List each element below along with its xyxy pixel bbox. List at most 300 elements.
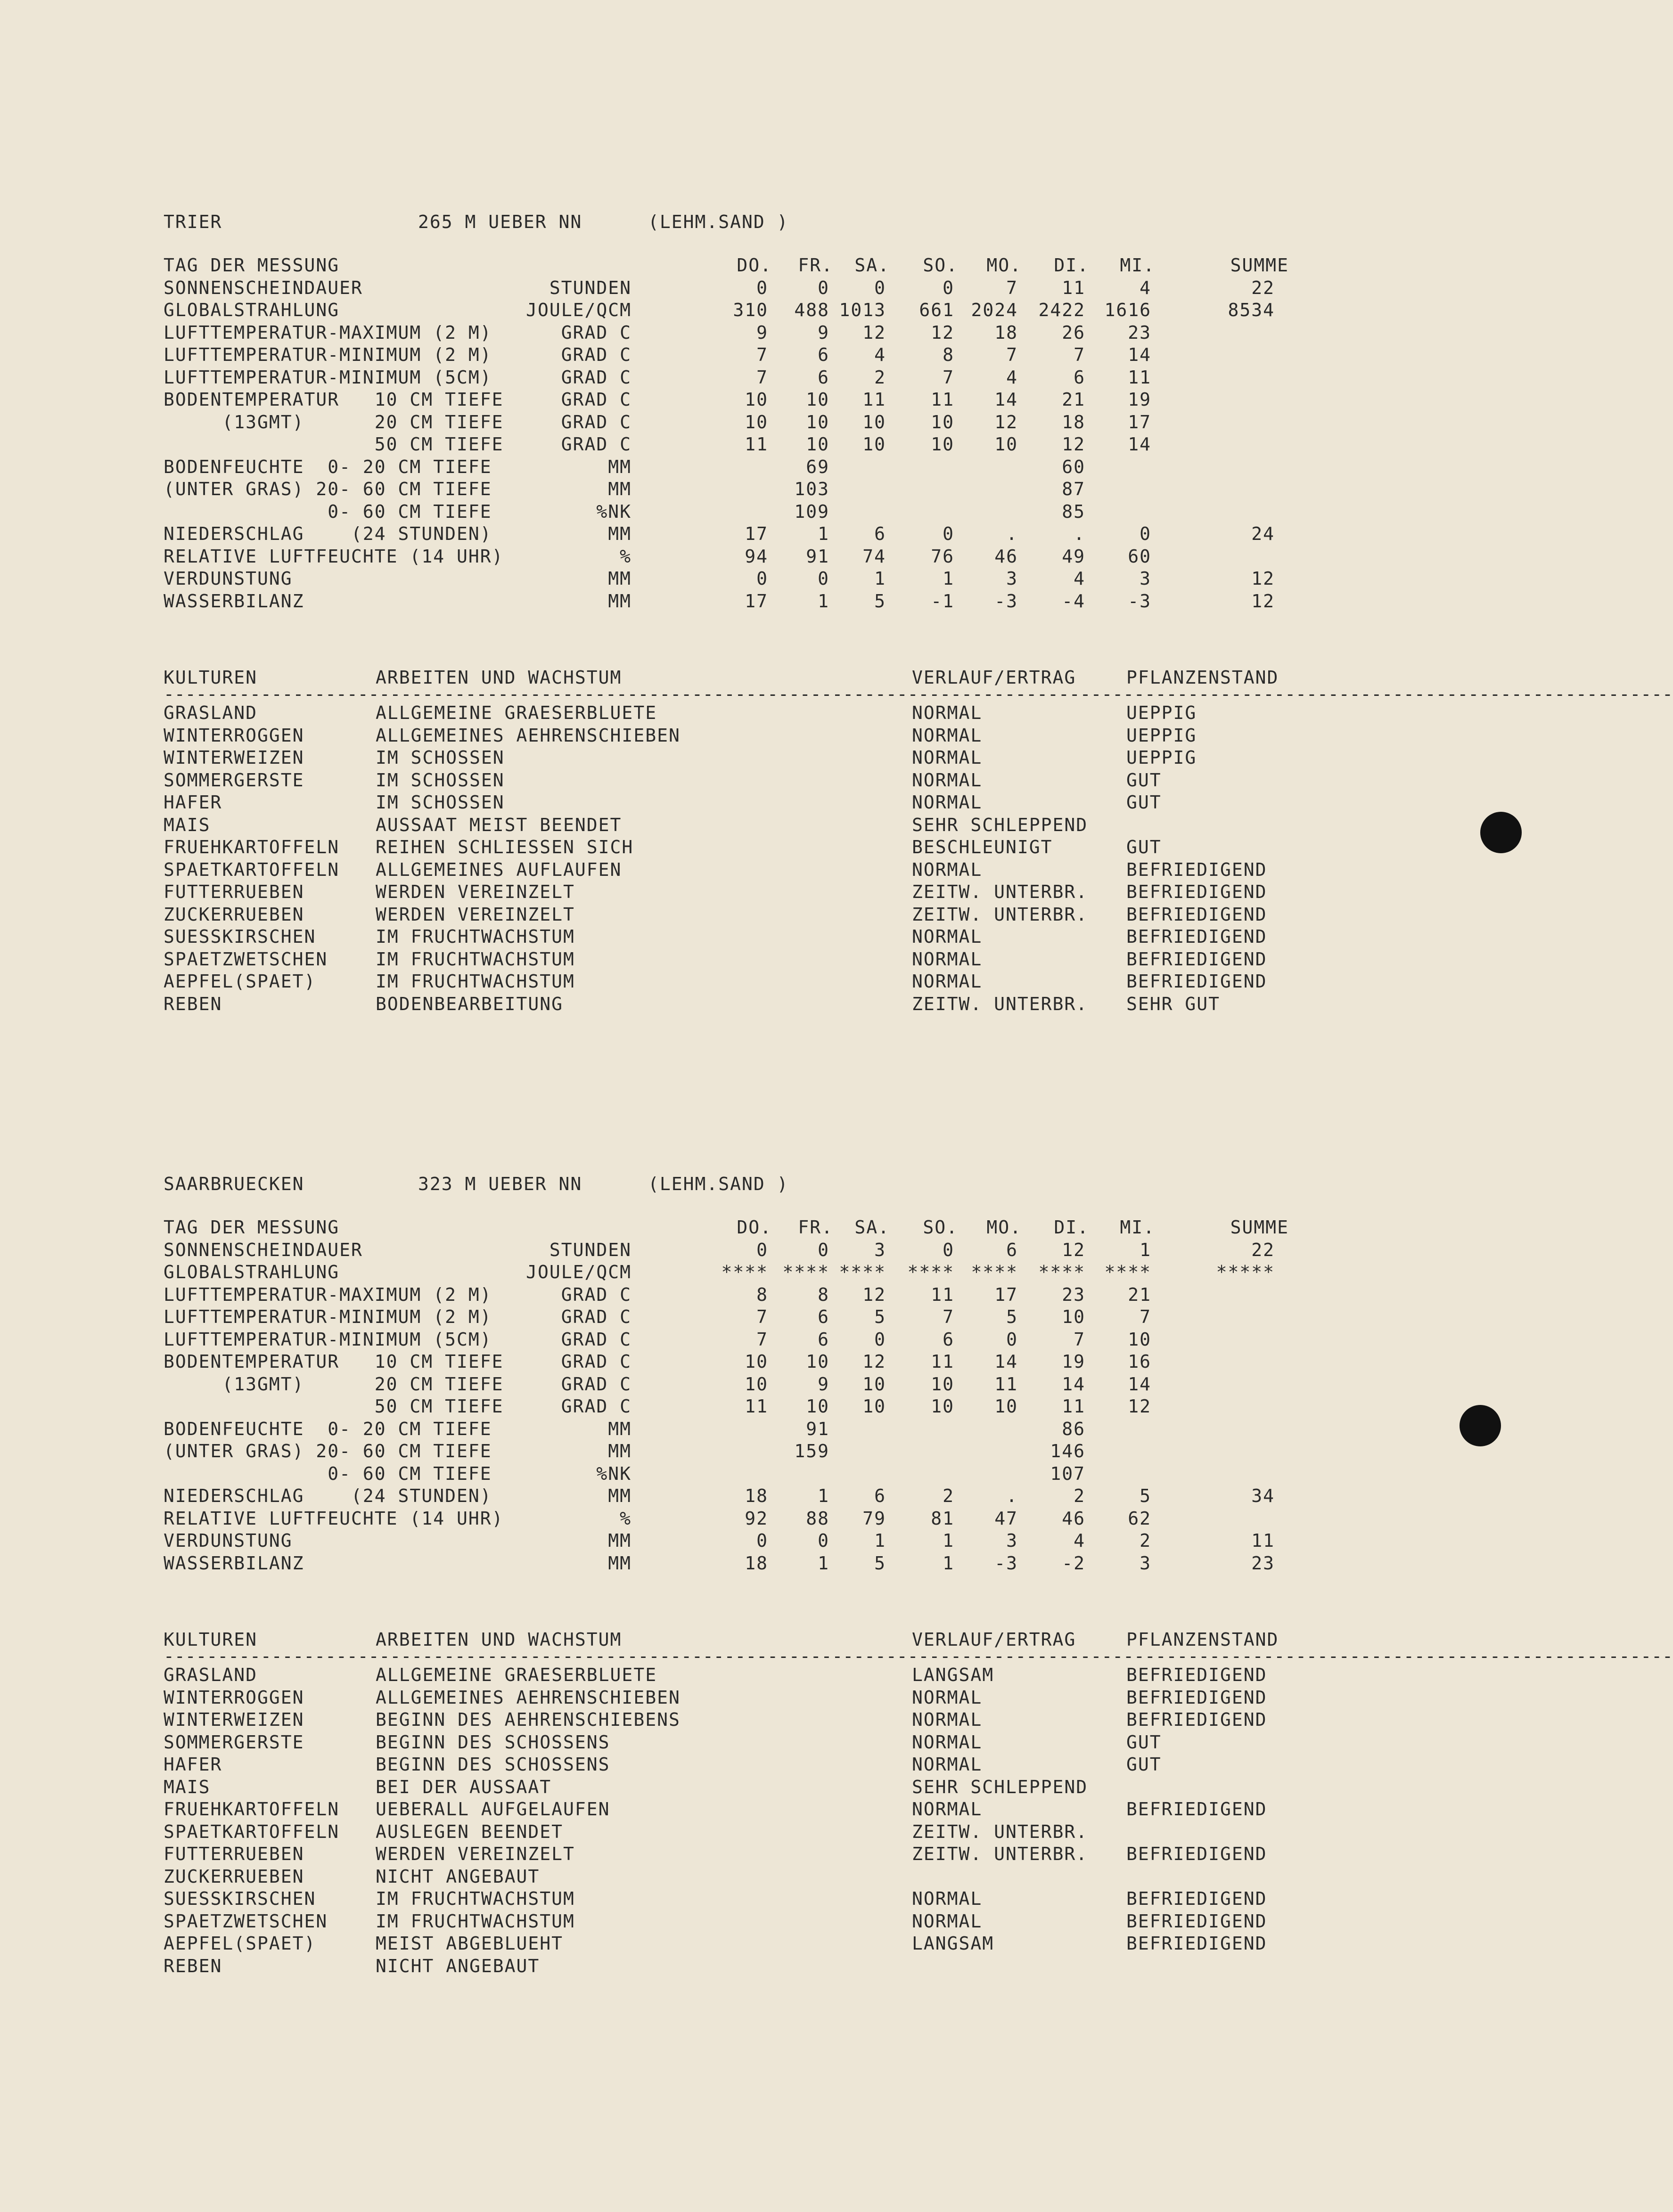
measure-value: 7 — [1006, 277, 1018, 298]
crop-state: BEFRIEDIGEND — [1126, 1709, 1267, 1730]
measure-value: -3 — [994, 1552, 1018, 1574]
measure-unit: MM — [608, 590, 631, 612]
measure-value: 4 — [1074, 568, 1085, 589]
measure-value: 0 — [756, 568, 768, 589]
crop-name: FUTTERRUEBEN — [164, 882, 304, 902]
measure-value: . — [1074, 523, 1085, 544]
measure-label: LUFTTEMPERATUR-MAXIMUM (2 M) — [164, 322, 492, 343]
measure-value: 1 — [943, 1552, 954, 1574]
measure-value: 6 — [874, 523, 886, 544]
crop-name: WINTERWEIZEN — [164, 747, 304, 768]
measure-value: 1 — [818, 523, 829, 544]
measure-value: 12 — [862, 1284, 886, 1305]
measure-label: LUFTTEMPERATUR-MINIMUM (2 M) — [164, 344, 492, 365]
measure-sum: 24 — [1251, 523, 1275, 544]
measure-value: 9 — [756, 322, 768, 343]
measure-label: 0- 60 CM TIEFE — [164, 501, 492, 522]
measure-value: 2 — [943, 1486, 954, 1506]
crop-course: NORMAL — [912, 948, 983, 970]
measure-value: -3 — [1128, 590, 1151, 612]
measure-value: 10 — [806, 1396, 829, 1417]
measure-value: 86 — [1062, 1418, 1085, 1439]
crop-name: AEPFEL(SPAET) — [164, 971, 316, 992]
measure-value: 12 — [1062, 1239, 1085, 1260]
measure-value: 23 — [1062, 1284, 1085, 1305]
measure-label: WASSERBILANZ — [164, 1552, 304, 1574]
crop-state: GUT — [1126, 792, 1162, 813]
measure-value: 47 — [994, 1508, 1018, 1529]
crop-state: GUT — [1126, 1731, 1162, 1753]
dashed-rule: -------------------------------------------------------------------------------------------------------------------------------------------- — [164, 1646, 1673, 1666]
crop-course: BESCHLEUNIGT — [912, 837, 1053, 857]
measure-value: 10 — [745, 389, 768, 410]
crop-course: NORMAL — [912, 859, 983, 880]
measure-value: 88 — [806, 1508, 829, 1529]
station-soil: (LEHM.SAND ) — [648, 212, 789, 232]
station-name: TRIER — [164, 212, 222, 232]
crop-state: GUT — [1126, 1754, 1162, 1775]
measure-value: 0 — [818, 277, 829, 298]
crop-name: HAFER — [164, 792, 222, 813]
measure-value: 0 — [756, 1530, 768, 1551]
measure-value: 8 — [756, 1284, 768, 1305]
measure-value: 60 — [1062, 456, 1085, 477]
measure-value: 91 — [806, 1418, 829, 1439]
measure-value: 0 — [818, 1239, 829, 1260]
crop-course: NORMAL — [912, 1731, 983, 1753]
crop-state: BEFRIEDIGEND — [1126, 1888, 1267, 1909]
measure-value: 19 — [1128, 389, 1151, 410]
measure-value: 1 — [874, 1530, 886, 1551]
measure-value: 21 — [1128, 1284, 1151, 1305]
measure-unit: GRAD C — [561, 1284, 631, 1305]
measure-unit: GRAD C — [561, 411, 631, 433]
measure-value: 10 — [931, 411, 954, 433]
measure-value: 6 — [874, 1486, 886, 1506]
measure-value: 11 — [862, 389, 886, 410]
measure-value: . — [1006, 1486, 1018, 1506]
crop-name: SUESSKIRSCHEN — [164, 926, 316, 947]
crop-name: HAFER — [164, 1754, 222, 1775]
measure-value: 7 — [1074, 344, 1085, 365]
crop-course: NORMAL — [912, 769, 983, 791]
measure-unit: % — [620, 1508, 631, 1529]
measure-label: NIEDERSCHLAG (24 STUNDEN) — [164, 523, 492, 544]
crop-course: ZEITW. UNTERBR. — [912, 904, 1088, 925]
crop-work: WERDEN VEREINZELT — [376, 882, 575, 902]
measure-value: 5 — [874, 1552, 886, 1574]
crop-course: NORMAL — [912, 1888, 983, 1909]
crop-name: FUTTERRUEBEN — [164, 1844, 304, 1864]
measure-value: **** — [1038, 1262, 1085, 1282]
measure-value: 10 — [806, 389, 829, 410]
crop-course: ZEITW. UNTERBR. — [912, 882, 1088, 902]
day-header: MO. — [986, 255, 1022, 276]
measure-value: 4 — [874, 344, 886, 365]
measure-value: 69 — [806, 456, 829, 477]
crop-course: ZEITW. UNTERBR. — [912, 993, 1088, 1014]
measure-value: 6 — [943, 1329, 954, 1350]
measure-value: 7 — [756, 1306, 768, 1327]
measure-sum: 11 — [1251, 1530, 1275, 1551]
measure-value: 1 — [943, 1530, 954, 1551]
measure-unit: GRAD C — [561, 1306, 631, 1327]
measure-value: 0 — [818, 568, 829, 589]
measure-label: (UNTER GRAS) 20- 60 CM TIEFE — [164, 1441, 492, 1461]
measure-value: 17 — [745, 590, 768, 612]
measure-value: 10 — [931, 1396, 954, 1417]
crop-work: WERDEN VEREINZELT — [376, 1844, 575, 1864]
station-altitude: 265 M UEBER NN — [418, 212, 582, 232]
measure-label: (UNTER GRAS) 20- 60 CM TIEFE — [164, 479, 492, 499]
crop-state: GUT — [1126, 837, 1162, 857]
crop-state: BEFRIEDIGEND — [1126, 904, 1267, 925]
station-name: SAARBRUECKEN — [164, 1174, 304, 1194]
measure-value: 9 — [818, 1373, 829, 1395]
measure-label: 0- 60 CM TIEFE — [164, 1463, 492, 1484]
day-header: DI. — [1054, 255, 1089, 276]
crop-course: LANGSAM — [912, 1665, 994, 1685]
crop-name: MAIS — [164, 814, 211, 835]
crop-course: NORMAL — [912, 971, 983, 992]
measure-value: 12 — [931, 322, 954, 343]
measure-unit: MM — [608, 479, 631, 499]
measure-value: -2 — [1062, 1552, 1085, 1574]
crop-work: NICHT ANGEBAUT — [376, 1955, 540, 1976]
crops-header-arbeiten: ARBEITEN UND WACHSTUM — [376, 1629, 622, 1650]
measure-value: 10 — [862, 1396, 886, 1417]
crop-name: SOMMERGERSTE — [164, 1731, 304, 1753]
crop-work: BEGINN DES SCHOSSENS — [376, 1731, 610, 1753]
measure-value: 81 — [931, 1508, 954, 1529]
measure-value: 12 — [862, 322, 886, 343]
measure-value: 1 — [943, 568, 954, 589]
day-header: MO. — [986, 1217, 1022, 1238]
station-soil: (LEHM.SAND ) — [648, 1174, 789, 1194]
measure-value: 0 — [874, 1329, 886, 1350]
crop-state: BEFRIEDIGEND — [1126, 859, 1267, 880]
crop-state: BEFRIEDIGEND — [1126, 1910, 1267, 1932]
crop-name: WINTERWEIZEN — [164, 1709, 304, 1730]
measure-value: 62 — [1128, 1508, 1151, 1529]
crop-course: NORMAL — [912, 725, 983, 746]
crop-state: UEPPIG — [1126, 725, 1197, 746]
measure-unit: MM — [608, 1530, 631, 1551]
crops-header-stand: PFLANZENSTAND — [1126, 1629, 1279, 1650]
measure-value: 49 — [1062, 546, 1085, 567]
crop-work: IM FRUCHTWACHSTUM — [376, 1910, 575, 1932]
measure-value: 10 — [745, 411, 768, 433]
measure-value: -3 — [994, 590, 1018, 612]
measure-label: 50 CM TIEFE — [164, 1396, 504, 1417]
crop-name: SPAETZWETSCHEN — [164, 1910, 328, 1932]
measure-value: 74 — [862, 546, 886, 567]
measure-sum: 22 — [1251, 277, 1275, 298]
measure-unit: MM — [608, 568, 631, 589]
sum-header: SUMME — [1230, 255, 1289, 276]
measure-value: 14 — [994, 389, 1018, 410]
measure-value: 10 — [1128, 1329, 1151, 1350]
measure-label: (13GMT) 20 CM TIEFE — [164, 1373, 504, 1395]
measure-value: 14 — [1128, 1373, 1151, 1395]
measure-label: VERDUNSTUNG — [164, 568, 293, 589]
measure-value: 3 — [1006, 568, 1018, 589]
measure-value: 146 — [1050, 1441, 1085, 1461]
measure-value: 17 — [1128, 411, 1151, 433]
day-header: DO. — [737, 1217, 772, 1238]
measure-value: 1 — [818, 1486, 829, 1506]
measure-value: 1 — [874, 568, 886, 589]
measure-unit: MM — [608, 1552, 631, 1574]
measure-value: 10 — [862, 1373, 886, 1395]
crop-course: NORMAL — [912, 1687, 983, 1708]
measure-value: 3 — [1006, 1530, 1018, 1551]
measure-value: 10 — [931, 434, 954, 455]
crop-name: AEPFEL(SPAET) — [164, 1933, 316, 1954]
measure-unit: GRAD C — [561, 434, 631, 455]
day-header: FR. — [798, 255, 833, 276]
crop-state: BEFRIEDIGEND — [1126, 1687, 1267, 1708]
measure-sum: 12 — [1251, 590, 1275, 612]
crop-work: BEGINN DES SCHOSSENS — [376, 1754, 610, 1775]
crop-state: BEFRIEDIGEND — [1126, 1933, 1267, 1954]
measure-value: 2 — [1074, 1486, 1085, 1506]
measure-value: 14 — [994, 1351, 1018, 1372]
measure-value: 4 — [1074, 1530, 1085, 1551]
crop-name: REBEN — [164, 1955, 222, 1976]
measure-value: -1 — [931, 590, 954, 612]
measure-value: 16 — [1128, 1351, 1151, 1372]
measure-label: (13GMT) 20 CM TIEFE — [164, 411, 504, 433]
measure-value: 1616 — [1104, 300, 1151, 320]
measure-value: 87 — [1062, 479, 1085, 499]
measure-value: 2024 — [971, 300, 1018, 320]
measure-sum: 23 — [1251, 1552, 1275, 1574]
day-header: SO. — [923, 1217, 958, 1238]
crop-work: ALLGEMEINES AEHRENSCHIEBEN — [376, 1687, 681, 1708]
measure-unit: GRAD C — [561, 344, 631, 365]
measure-value: 46 — [994, 546, 1018, 567]
measure-value: 18 — [1062, 411, 1085, 433]
measure-value: **** — [907, 1262, 954, 1282]
measure-value: **** — [721, 1262, 768, 1282]
crop-work: AUSSAAT MEIST BEENDET — [376, 814, 622, 835]
measure-value: 11 — [931, 389, 954, 410]
measure-value: **** — [782, 1262, 829, 1282]
crop-course: NORMAL — [912, 1910, 983, 1932]
crop-state: GUT — [1126, 769, 1162, 791]
crops-header-kulturen: KULTUREN — [164, 1629, 258, 1650]
measure-value: 7 — [1140, 1306, 1151, 1327]
measure-value: 6 — [1074, 367, 1085, 388]
measure-label: WASSERBILANZ — [164, 590, 304, 612]
crop-work: ALLGEMEINE GRAESERBLUETE — [376, 702, 657, 723]
measure-sum: 8534 — [1228, 300, 1275, 320]
day-header: FR. — [798, 1217, 833, 1238]
measure-label: BODENTEMPERATUR 10 CM TIEFE — [164, 1351, 504, 1372]
crop-work: NICHT ANGEBAUT — [376, 1866, 540, 1887]
measure-value: 10 — [806, 411, 829, 433]
measure-value: 26 — [1062, 322, 1085, 343]
day-header: DI. — [1054, 1217, 1089, 1238]
crop-work: AUSLEGEN BEENDET — [376, 1821, 564, 1842]
measure-label: VERDUNSTUNG — [164, 1530, 293, 1551]
measure-label: NIEDERSCHLAG (24 STUNDEN) — [164, 1486, 492, 1506]
measure-value: 6 — [818, 1329, 829, 1350]
measure-value: 3 — [1140, 1552, 1151, 1574]
crops-header-stand: PFLANZENSTAND — [1126, 667, 1279, 688]
measure-value: 107 — [1050, 1463, 1085, 1484]
measure-unit: STUNDEN — [549, 1239, 631, 1260]
measure-value: 0 — [943, 277, 954, 298]
measure-label: SONNENSCHEINDAUER — [164, 1239, 363, 1260]
crop-work: BODENBEARBEITUNG — [376, 993, 564, 1014]
measure-value: 12 — [862, 1351, 886, 1372]
measure-value: 5 — [874, 590, 886, 612]
measure-value: 661 — [919, 300, 954, 320]
measure-value: 11 — [745, 1396, 768, 1417]
measure-label: SONNENSCHEINDAUER — [164, 277, 363, 298]
measure-value: 488 — [794, 300, 829, 320]
crop-state: BEFRIEDIGEND — [1126, 948, 1267, 970]
measure-value: 76 — [931, 546, 954, 567]
measure-value: 6 — [818, 367, 829, 388]
measure-value: 17 — [745, 523, 768, 544]
dashed-rule: -------------------------------------------------------------------------------------------------------------------------------------------- — [164, 684, 1673, 704]
measure-unit: GRAD C — [561, 1373, 631, 1395]
measure-unit: MM — [608, 1486, 631, 1506]
table-header-label: TAG DER MESSUNG — [164, 1217, 340, 1238]
crop-work: IM FRUCHTWACHSTUM — [376, 971, 575, 992]
measure-value: 10 — [745, 1351, 768, 1372]
measure-unit: GRAD C — [561, 1351, 631, 1372]
measure-value: 1013 — [839, 300, 886, 320]
measure-unit: GRAD C — [561, 389, 631, 410]
measure-value: 18 — [745, 1486, 768, 1506]
measure-value: 7 — [756, 367, 768, 388]
measure-value: 12 — [1128, 1396, 1151, 1417]
measure-value: 85 — [1062, 501, 1085, 522]
crop-course: NORMAL — [912, 1754, 983, 1775]
measure-value: 7 — [1006, 344, 1018, 365]
crop-state: BEFRIEDIGEND — [1126, 1844, 1267, 1864]
measure-value: 4 — [1140, 277, 1151, 298]
measure-value: 8 — [818, 1284, 829, 1305]
measure-unit: MM — [608, 456, 631, 477]
measure-value: 10 — [862, 411, 886, 433]
crop-name: SOMMERGERSTE — [164, 769, 304, 791]
measure-value: 7 — [756, 344, 768, 365]
measure-sum: 34 — [1251, 1486, 1275, 1506]
measure-unit: GRAD C — [561, 1396, 631, 1417]
crop-work: IM FRUCHTWACHSTUM — [376, 926, 575, 947]
measure-value: 10 — [1062, 1306, 1085, 1327]
measure-value: 0 — [943, 523, 954, 544]
measure-sum: 12 — [1251, 568, 1275, 589]
crop-course: NORMAL — [912, 1799, 983, 1820]
measure-value: 14 — [1062, 1373, 1085, 1395]
measure-value: 10 — [994, 1396, 1018, 1417]
measure-value: 0 — [818, 1530, 829, 1551]
crop-name: WINTERROGGEN — [164, 1687, 304, 1708]
measure-value: 103 — [794, 479, 829, 499]
crop-work: MEIST ABGEBLUEHT — [376, 1933, 564, 1954]
crops-header-kulturen: KULTUREN — [164, 667, 258, 688]
measure-value: 1 — [818, 1552, 829, 1574]
measure-value: 23 — [1128, 322, 1151, 343]
punch-hole-upper — [1480, 812, 1522, 853]
crop-course: NORMAL — [912, 792, 983, 813]
measure-value: 5 — [1140, 1486, 1151, 1506]
measure-value: 18 — [745, 1552, 768, 1574]
measure-value: 0 — [943, 1239, 954, 1260]
crop-course: ZEITW. UNTERBR. — [912, 1821, 1088, 1842]
measure-value: **** — [839, 1262, 886, 1282]
crop-name: ZUCKERRUEBEN — [164, 1866, 304, 1887]
measure-label: GLOBALSTRAHLUNG — [164, 300, 340, 320]
measure-label: BODENFEUCHTE 0- 20 CM TIEFE — [164, 1418, 492, 1439]
measure-label: 50 CM TIEFE — [164, 434, 504, 455]
measure-value: 6 — [818, 344, 829, 365]
measure-value: 7 — [756, 1329, 768, 1350]
measure-unit: GRAD C — [561, 322, 631, 343]
crop-course: LANGSAM — [912, 1933, 994, 1954]
measure-unit: %NK — [596, 501, 631, 522]
crop-name: FRUEHKARTOFFELN — [164, 837, 340, 857]
crop-name: WINTERROGGEN — [164, 725, 304, 746]
crop-state: UEPPIG — [1126, 702, 1197, 723]
crop-name: ZUCKERRUEBEN — [164, 904, 304, 925]
measure-value: 94 — [745, 546, 768, 567]
measure-value: **** — [971, 1262, 1018, 1282]
measure-unit: MM — [608, 523, 631, 544]
measure-value: 92 — [745, 1508, 768, 1529]
day-header: MI. — [1120, 1217, 1155, 1238]
measure-label: LUFTTEMPERATUR-MINIMUM (5CM) — [164, 367, 492, 388]
day-header: SA. — [854, 1217, 890, 1238]
measure-label: LUFTTEMPERATUR-MINIMUM (5CM) — [164, 1329, 492, 1350]
measure-value: 4 — [1006, 367, 1018, 388]
measure-value: 7 — [943, 367, 954, 388]
measure-unit: JOULE/QCM — [526, 300, 631, 320]
crop-work: ALLGEMEINES AEHRENSCHIEBEN — [376, 725, 681, 746]
measure-value: 2422 — [1038, 300, 1085, 320]
crop-course: NORMAL — [912, 747, 983, 768]
measure-label: BODENFEUCHTE 0- 20 CM TIEFE — [164, 456, 492, 477]
day-header: DO. — [737, 255, 772, 276]
measure-value: 0 — [1140, 523, 1151, 544]
crop-name: GRASLAND — [164, 1665, 258, 1685]
crop-name: SUESSKIRSCHEN — [164, 1888, 316, 1909]
measure-value: 60 — [1128, 546, 1151, 567]
crop-state: BEFRIEDIGEND — [1126, 971, 1267, 992]
day-header: SA. — [854, 255, 890, 276]
measure-value: 2 — [1140, 1530, 1151, 1551]
crop-state: BEFRIEDIGEND — [1126, 926, 1267, 947]
crop-state: SEHR GUT — [1126, 993, 1221, 1014]
measure-unit: MM — [608, 1441, 631, 1461]
measure-value: 3 — [874, 1239, 886, 1260]
crop-name: GRASLAND — [164, 702, 258, 723]
crop-name: FRUEHKARTOFFELN — [164, 1799, 340, 1820]
measure-sum: 22 — [1251, 1239, 1275, 1260]
day-header: MI. — [1120, 255, 1155, 276]
measure-sum: ***** — [1216, 1262, 1275, 1282]
measure-value: -4 — [1062, 590, 1085, 612]
measure-label: LUFTTEMPERATUR-MINIMUM (2 M) — [164, 1306, 492, 1327]
measure-value: 91 — [806, 546, 829, 567]
measure-unit: % — [620, 546, 631, 567]
